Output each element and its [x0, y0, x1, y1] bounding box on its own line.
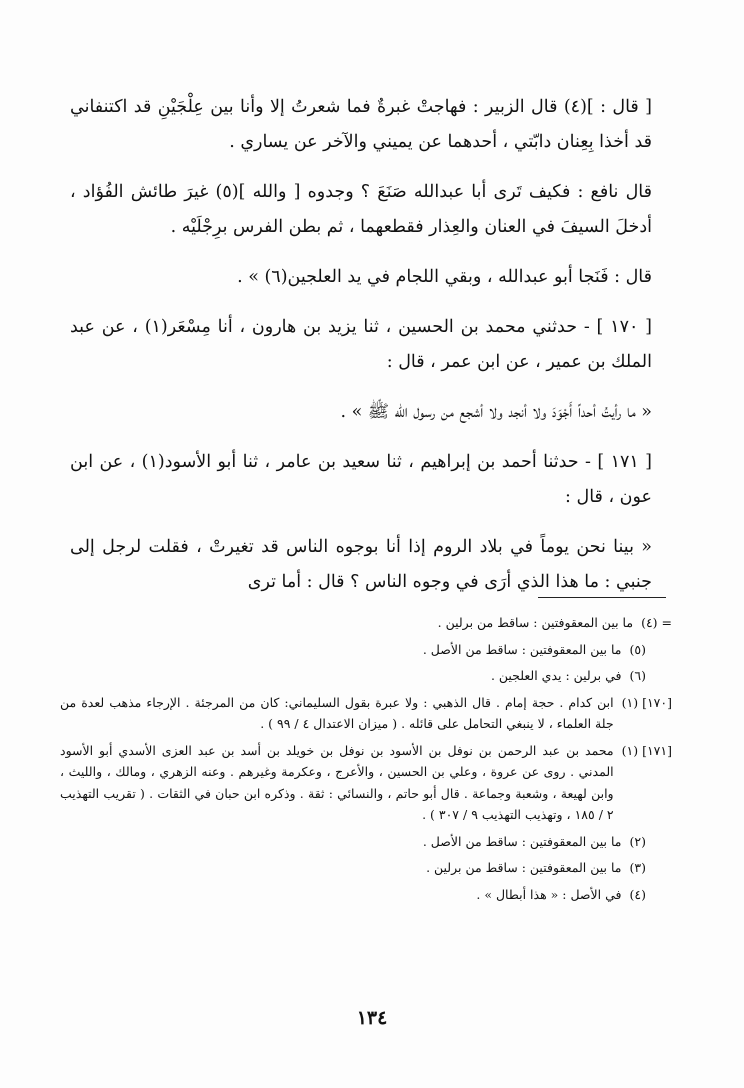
footnote-text: ابن كدام . حجة إمام . قال الذهبي : ولا عبرة بقول السليماني: كان من المرجئة . الإرجاء مذهب لعدة من جلة العلماء ، لا ينبغي التحامل على قائله . ( ميزان الاعتدال ٤ / ٩٩ ) . [60, 694, 614, 731]
footnote-mark: (٦) [629, 668, 646, 683]
footnotes [60, 612, 672, 910]
footnote-text: محمد بن عبد الرحمن بن نوفل بن الأسود بن نوفل بن خويلد بن أسد بن عبد العزى الأسدي أبو الأسود المدني . روى عن عروة ، وعلي بن الحسين ، والأعرج ، وعكرمة وغيرهم . وعنه الزهري ، ومالك ، والليث ، وابن لهيعة ، وشعبة وجماعة . قال أبو حاتم ، والنسائي : ثقة . وذكره ابن حبان في الثقات . ( تقريب التهذيب ٢ / ١٨٥ ، وتهذيب التهذيب ٩ / ٣٠٧ ) . [60, 742, 614, 822]
footnote-mark: (٢) [629, 833, 646, 849]
paragraph-nafi-question: قال نافع : فكيف تَرى أبا عبدالله صَنَعَ ؟ وجدوه [ والله ](٥) غيرَ طائش الفُؤاد ، أدخلَ السيفَ في العنان والعِذار فقطعهما ، ثم بطن الفرس برِجْلَيْه . [70, 182, 653, 237]
paragraph-hadith-170-text: « ما رأيتُ أحداً أَجْوَدَ ولا أنجد ولا أشجع من رسول الله ﷺ » . [340, 402, 652, 422]
footnote-text: ما بين المعقوفتين : ساقط من برلين . [437, 615, 634, 630]
footnote [60, 692, 672, 735]
footnote [60, 884, 672, 906]
footnote-text: في برلين : يدي العلجين . [490, 668, 622, 683]
paragraph-hadith-171-text: « بينا نحن يوماً في بلاد الروم إذا أنا بوجوه الناس قد تغيرتْ ، فقلت لرجل إلى جنبي : ما هذا الذي أرَى في وجوه الناس ؟ قال : أما ترى [70, 537, 652, 592]
footnote-divider [538, 597, 666, 598]
footnote [60, 612, 672, 634]
footnote-text: في الأصل : « هذا أبطال » . [476, 886, 622, 902]
footnote-text: ما بين المعقوفتين : ساقط من الأصل . [422, 833, 622, 849]
footnote-mark: (٥) [629, 641, 646, 657]
paragraph-escape: قال : فَنَجا أبو عبدالله ، وبقي اللجام في يد العلجين(٦) » . [237, 267, 652, 287]
footnote [60, 665, 672, 687]
footnote-mark: [١٧١] (١) [621, 742, 672, 758]
paragraph-zubayr-dust: [ قال : ](٤) قال الزبير : فهاجتْ غبرةٌ فما شعرتُ إلا وأنا بين عِلْجَيْنِ قد اكتنفاني قد أخذا بِعِنان دابّتي ، أحدهما عن يميني والآخر عن يساري . [70, 97, 652, 152]
paragraph-hadith-170-isnad: [ ١٧٠ ] - حدثني محمد بن الحسين ، ثنا يزيد بن هارون ، أنا مِسْعَر(١) ، عن عبد الملك بن عمير ، عن ابن عمر ، قال : [70, 317, 652, 372]
footnote [60, 740, 672, 826]
footnote [60, 857, 672, 879]
main-text [70, 90, 652, 615]
footnote-text: ما بين المعقوفتين : ساقط من الأصل . [422, 641, 622, 657]
paragraph-hadith-171-isnad: [ ١٧١ ] - حدثنا أحمد بن إبراهيم ، ثنا سعيد بن عامر ، ثنا أبو الأسود(١) ، عن ابن عون ، قال : [70, 452, 652, 507]
footnote [60, 639, 672, 661]
footnote-text: ما بين المعقوفتين : ساقط من برلين . [426, 860, 622, 875]
footnote-mark: (٣) [629, 860, 646, 875]
footnote-mark: = (٤) [641, 615, 672, 630]
footnote [60, 831, 672, 853]
footnote-mark: [١٧٠] (١) [621, 694, 672, 710]
footnote-mark: (٤) [629, 886, 646, 902]
page-number: ١٣٤ [356, 1007, 388, 1029]
